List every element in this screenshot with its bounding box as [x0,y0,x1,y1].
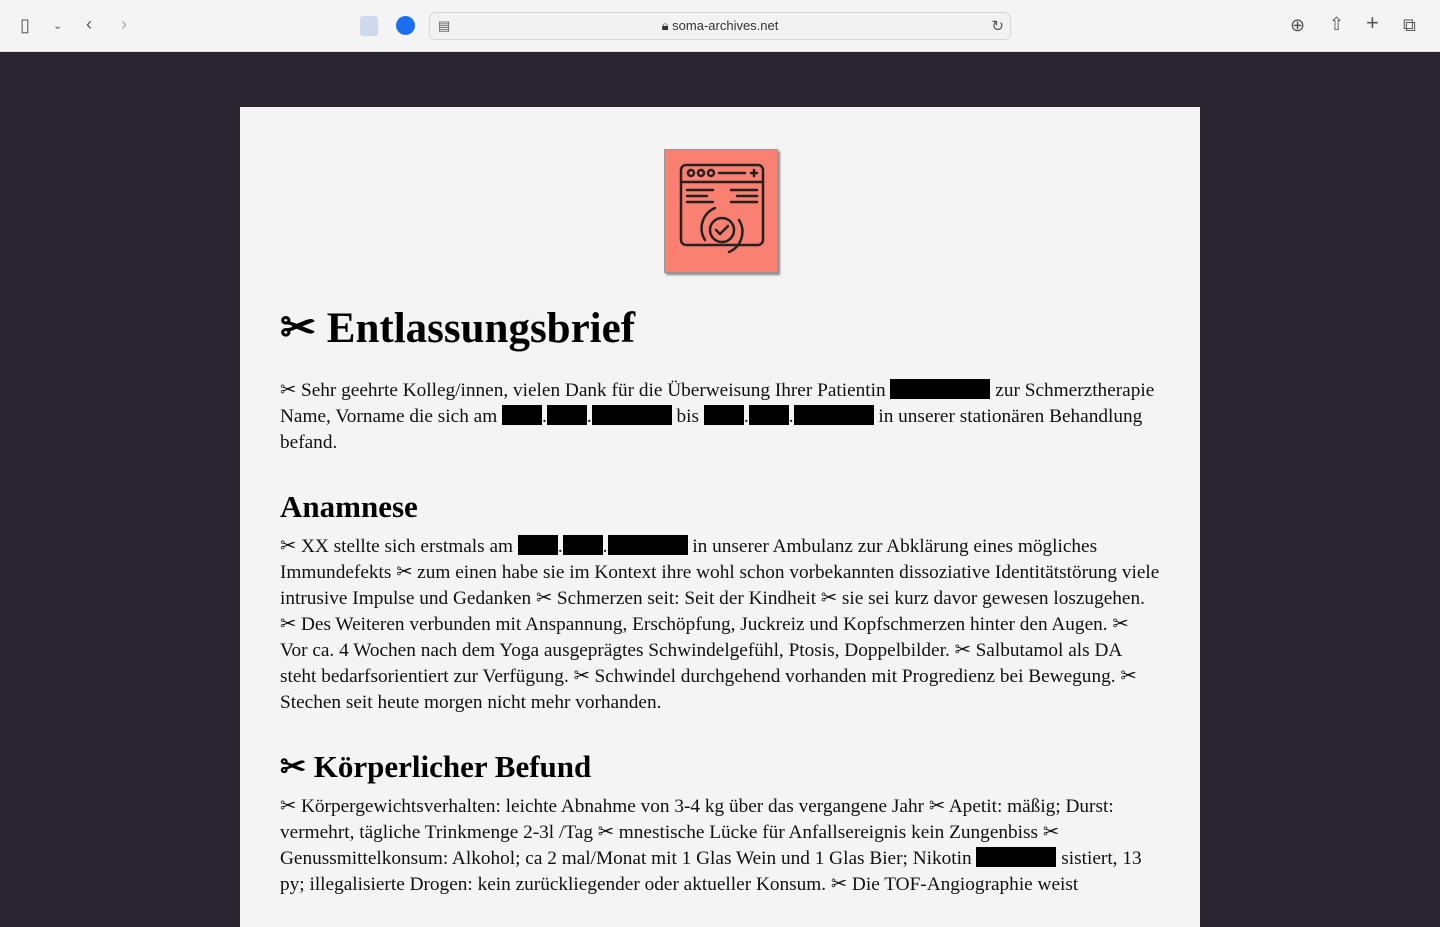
anamnese-paragraph [280,534,1160,716]
text-segment: . [602,536,608,557]
text-segment: . [557,536,563,557]
download-icon[interactable]: ⊕ [1290,15,1306,35]
text-segment: ✂ XX stellte sich erstmals am [280,536,518,557]
text-segment: ✂ Sehr geehrte Kolleg/innen, vielen Dank für die Überweisung Ihrer Patientin [280,380,891,401]
redaction-box [704,405,744,425]
document-page [240,107,1200,927]
redaction-box [890,379,990,399]
document-title: ✂ Entlassungsbrief [280,305,636,352]
intro-paragraph [280,378,1160,456]
section-heading-anamnese: Anamnese [280,489,418,524]
text-segment: sistiert, 13 py; illegalisierte Drogen: kein zurückliegender oder aktueller Konsum. ✂ Die TOF-Angiographie weist [280,848,1142,895]
chevron-down-icon[interactable]: ⌄ [53,20,63,32]
text-segment: . [743,406,749,427]
redaction-box [608,535,688,555]
redaction-box [502,405,542,425]
text-segment: . [542,406,547,427]
text-segment: in unserer Ambulanz zur Abklärung eines mögliches Immundefekts ✂ zum einen habe sie im Kontext ihre wohl schon vorbekannten dissoziative Identitätstörung viele intrusive Impulse und Gedanken ✂ Schmerzen seit: Seit der Kindheit ✂ sie sei kurz davor gewesen loszugehen. ✂ Des Weiteren verbunden mit Anspannung, Erschöpfung, Juckreiz und Kopfschmerzen hinter den Augen. ✂ Vor ca. 4 Wochen nach dem Yoga ausgeprägtes Schwindelgefühl, Ptosis, Doppelbilder. ✂ Salbutamol als DA steht bedarfsorientiert zur Verfügung. ✂ Schwindel durchgehend vorhanden mit Progredienz bei Bewegung. ✂ Stechen seit heute morgen nicht mehr vorhanden. [280,536,1160,713]
new-tab-icon[interactable]: + [1366,10,1379,35]
redaction-box [592,405,672,425]
text-segment: . [788,406,794,427]
lock-icon: 🔒︎ [661,18,669,33]
address-bar[interactable] [429,12,1011,40]
text-segment: bis [671,406,704,427]
reader-icon[interactable]: ▤ [438,18,451,33]
redaction-box [547,405,587,425]
share-icon[interactable]: ⇧ [1329,14,1345,34]
redaction-box [749,405,789,425]
section-heading-koerperlicher-befund: ✂ Körperlicher Befund [280,749,592,784]
redaction-box [976,847,1056,867]
text-segment: zur Schmerztherapie Name, Vorname die sich am [280,380,1155,427]
sidebar-toggle-icon[interactable]: ▯ [20,15,30,35]
extension-icon[interactable] [360,16,378,36]
redaction-box [794,405,874,425]
redaction-box [518,535,558,555]
privacy-extension-icon[interactable] [396,16,415,35]
forward-button[interactable]: › [121,14,127,34]
redaction-box [563,535,603,555]
logo-image [664,149,778,273]
back-button[interactable]: ‹ [86,14,92,34]
befund-paragraph [280,794,1160,898]
tabs-overview-icon[interactable]: ⧉ [1403,15,1416,35]
reload-icon[interactable]: ↻ [991,18,1004,35]
text-segment: . [586,406,592,427]
text-segment: in unserer stationären Behandlung befand. [280,406,1143,453]
browser-toolbar [0,0,1440,52]
text-segment: ✂ Körpergewichtsverhalten: leichte Abnahme von 3-4 kg über das vergangene Jahr ✂ Apetit: mäßig; Durst: vermehrt, tägliche Trinkmenge 2-3l /Tag ✂ mnestische Lücke für Anfallsereignis kein Zungenbiss ✂ Genussmittelkonsum: Alkohol; ca 2 mal/Monat mit 1 Glas Wein und 1 Glas Bier; Nikotin [280,796,1114,869]
url-text: soma-archives.net [672,18,779,33]
